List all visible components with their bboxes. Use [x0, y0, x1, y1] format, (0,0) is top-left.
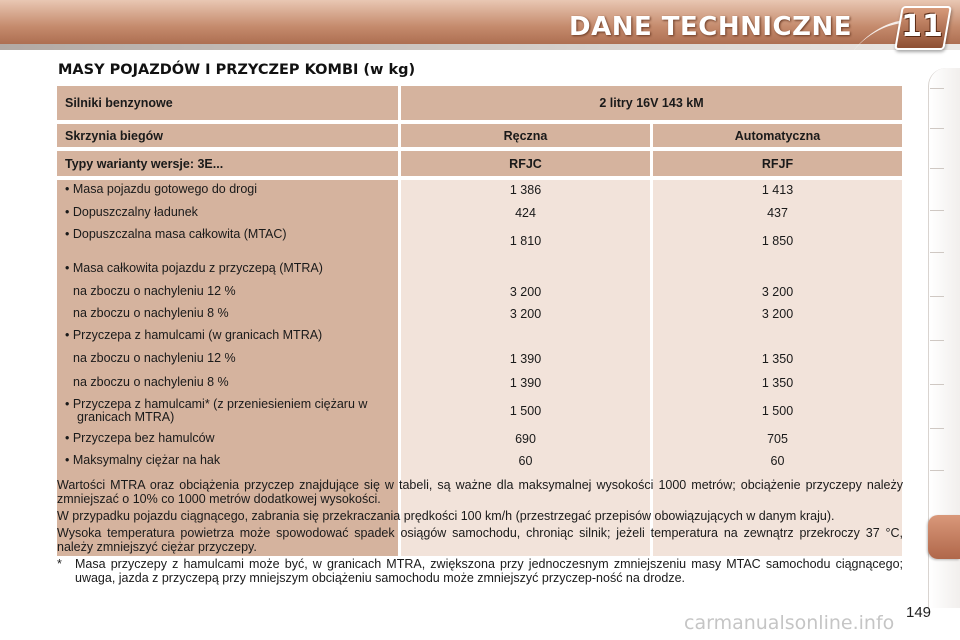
- row-value-rfjc: 3 200: [509, 285, 542, 299]
- row-label: • Przyczepa bez hamulców: [65, 431, 215, 445]
- table-header-row-types: [57, 151, 902, 176]
- table-header-row-engine: [57, 86, 902, 120]
- side-tab-divider: [930, 470, 944, 471]
- row-value-rfjf: 1 413: [761, 183, 794, 197]
- row-value-rfjf: 1 850: [761, 234, 794, 248]
- side-tab-divider: [930, 340, 944, 341]
- table-header-row-gearbox: [57, 124, 902, 147]
- side-tab-divider: [930, 168, 944, 169]
- row-value-rfjf: 3 200: [761, 285, 794, 299]
- gearbox-manual: Ręczna: [401, 124, 650, 147]
- row-value-rfjc: 1 390: [509, 376, 542, 390]
- note-temperature: Wysoka temperatura powietrza może spowodować spadek osiągów samochodu, chroniąc silnik; jeżeli temperatura na zewnątrz przekroczy 37 °C, należy zmniejszyć ciężar przyczepy.: [57, 526, 903, 554]
- header-strip: [0, 44, 960, 50]
- row-value-rfjc: 424: [515, 206, 536, 220]
- side-tab-divider: [930, 210, 944, 211]
- side-tab-divider: [930, 128, 944, 129]
- row-value-rfjc: 1 386: [509, 183, 542, 197]
- row-value-rfjf: 1 500: [761, 404, 794, 418]
- gearbox-label: Skrzynia biegów: [57, 124, 398, 147]
- side-tab-divider: [930, 384, 944, 385]
- row-label: na zboczu o nachyleniu 8 %: [73, 375, 229, 389]
- row-value-rfjf: 705: [767, 432, 788, 446]
- type-rfjf: RFJF: [653, 151, 902, 176]
- chapter-title: DANE TECHNICZNE: [568, 12, 852, 42]
- row-label: • Dopuszczalna masa całkowita (MTAC): [65, 227, 287, 241]
- footnote-marker: *: [57, 557, 62, 571]
- side-tab-divider: [930, 428, 944, 429]
- page-number: 149: [906, 604, 932, 621]
- side-tab-divider: [930, 88, 944, 89]
- row-value-rfjf: 437: [767, 206, 788, 220]
- row-label: na zboczu o nachyleniu 12 %: [73, 284, 236, 298]
- type-rfjc: RFJC: [401, 151, 650, 176]
- gearbox-automatic: Automatyczna: [653, 124, 902, 147]
- row-value-rfjc: 1 390: [509, 352, 542, 366]
- footnote-text: Masa przyczepy z hamulcami może być, w granicach MTRA, zwiększona przy jednoczesnym zmniejszeniu masy MTAC samochodu ciągnącego; uwaga, jazda z przyczepą przy mniejszym obciążeniu samochodu może zmniejszyć przyczep-ność na drodze.: [75, 557, 903, 585]
- row-label: • Przyczepa z hamulcami* (z przeniesieniem ciężaru w granicach MTRA): [65, 397, 368, 424]
- types-label: Typy warianty wersje: 3E...: [57, 151, 398, 176]
- side-tab-chapter-11[interactable]: [928, 515, 960, 559]
- footnote: [57, 557, 903, 585]
- row-value-rfjc: 1 500: [509, 404, 542, 418]
- row-label: • Przyczepa z hamulcami (w granicach MTRA): [65, 328, 323, 342]
- engine-value: 2 litry 16V 143 kM: [401, 86, 902, 120]
- row-value-rfjf: 60: [770, 454, 785, 468]
- note-speed-limit: W przypadku pojazdu ciągnącego, zabrania się przekraczania prędkości 100 km/h (przestrzegać przepisów obowiązujących w danym kraju).: [57, 509, 835, 523]
- engine-label: Silniki benzynowe: [57, 86, 398, 120]
- row-value-rfjf: 1 350: [761, 352, 794, 366]
- row-label: na zboczu o nachyleniu 12 %: [73, 351, 236, 365]
- row-value-rfjc: 690: [515, 432, 536, 446]
- notes-section: [57, 478, 903, 585]
- row-label: na zboczu o nachyleniu 8 %: [73, 306, 229, 320]
- row-value-rfjc: 3 200: [509, 307, 542, 321]
- row-label: • Maksymalny ciężar na hak: [65, 453, 221, 467]
- row-label: • Dopuszczalny ładunek: [65, 205, 198, 219]
- note-altitude: Wartości MTRA oraz obciążenia przyczep znajdujące się w tabeli, są ważne dla maksymalnej wysokości 1000 metrów; obciążenie przyczepy należy zmniejszać o 10% co 1000 metrów dodatkowej wysokości.: [57, 478, 903, 506]
- row-value-rfjc: 60: [518, 454, 533, 468]
- chapter-number: 11: [901, 9, 943, 44]
- row-value-rfjc: 1 810: [509, 234, 542, 248]
- side-tab-divider: [930, 252, 944, 253]
- row-value-rfjf: 3 200: [761, 307, 794, 321]
- side-tab-divider: [930, 296, 944, 297]
- row-value-rfjf: 1 350: [761, 376, 794, 390]
- row-label: • Masa pojazdu gotowego do drogi: [65, 182, 258, 196]
- row-label: • Masa całkowita pojazdu z przyczepą (MTRA): [65, 261, 323, 275]
- section-title: MASY POJAZDÓW I PRZYCZEP KOMBI (w kg): [58, 62, 416, 78]
- watermark: carmanualsonline.info: [684, 612, 895, 634]
